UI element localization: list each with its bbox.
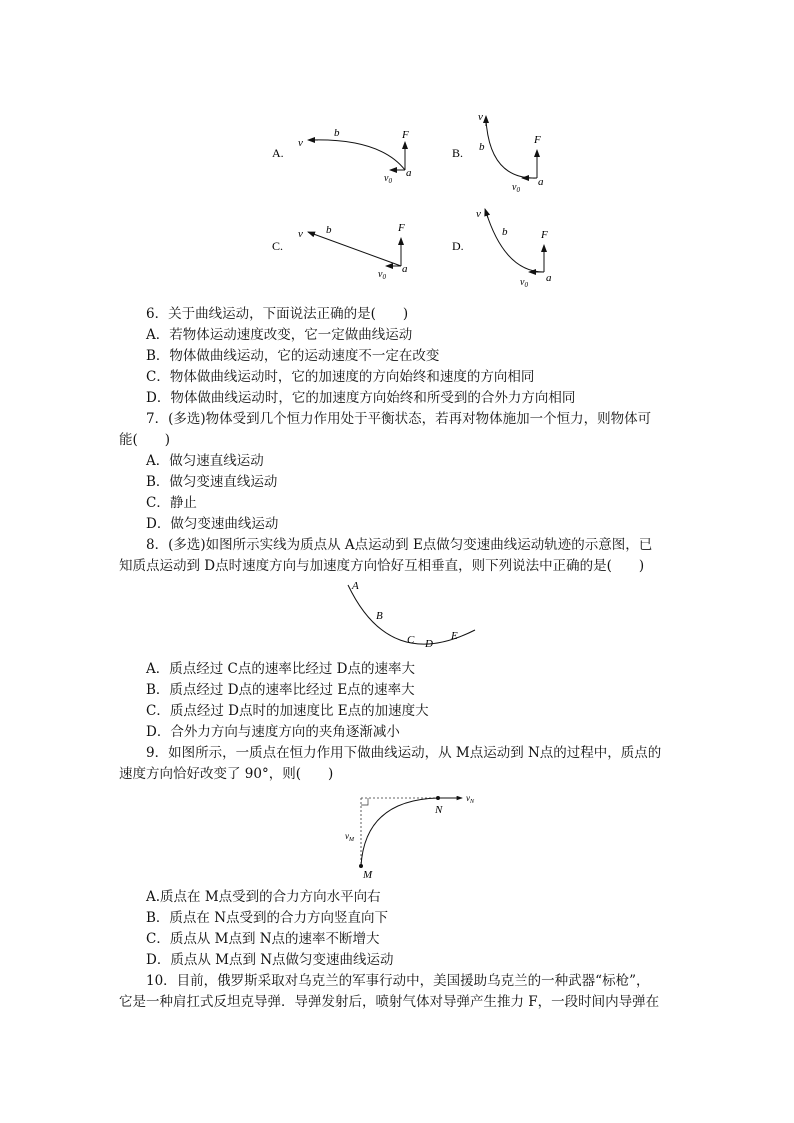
q10-line2: 它是一种肩扛式反坦克导弹．导弹发射后，喷射气体对导弹产生推力 F，一段时间内导弹在 <box>119 994 660 1010</box>
q10-line1: 10．目前，俄罗斯采取对乌克兰的军事行动中，美国援助乌克兰的一种武器“标枪”， <box>146 973 650 989</box>
figure-d-b: b <box>502 226 508 238</box>
q8-point-b: B <box>376 610 383 622</box>
figure-b <box>452 111 544 194</box>
figure-c-a: a <box>402 263 408 275</box>
q7-option-b: B．做匀变速直线运动 <box>146 474 278 490</box>
q8-point-e: E <box>451 630 458 642</box>
q9-vm-sub: M <box>349 837 354 843</box>
figure-d-option: D. <box>452 239 464 253</box>
svg-text:v0 <box>520 277 528 289</box>
figure-a <box>272 127 412 185</box>
q9-option-b: B．质点在 N点受到的合力方向竖直向下 <box>146 910 389 926</box>
figures-options <box>0 0 794 300</box>
q8-point-a: A <box>352 580 359 592</box>
figure-b-v0: v <box>512 182 517 193</box>
figure-c-b: b <box>326 224 332 236</box>
q8-option-d: D．合外力方向与速度方向的夹角逐渐减小 <box>146 724 400 740</box>
svg-text:vN <box>466 793 475 805</box>
figure-b-F: F <box>534 134 541 146</box>
figure-d-v0: v <box>520 277 525 288</box>
q6-option-a: A．若物体运动速度改变，它一定做曲线运动 <box>146 327 413 343</box>
q7-option-d: D．做匀变速曲线运动 <box>146 516 279 532</box>
svg-text:v0 <box>512 182 520 194</box>
q7-stem-line1: 7．(多选)物体受到几个恒力作用处于平衡状态，若再对物体施加一个恒力，则物体可 <box>146 411 652 427</box>
q9-vn-sub: N <box>470 799 475 805</box>
figure-d-v0-sub: 0 <box>524 281 528 289</box>
q8-figure <box>330 575 490 660</box>
q8-stem-line2: 知质点运动到 D点时速度方向与加速度方向恰好互相垂直，则下列说法中正确的是( ) <box>119 558 645 574</box>
q8-option-a: A．质点经过 C点的速率比经过 D点的速率大 <box>146 661 415 677</box>
figure-c-option: C. <box>272 239 284 253</box>
q8-stem-line1: 8．(多选)如图所示实线为质点从 A点运动到 E点做匀变速曲线运动轨迹的示意图，已 <box>146 537 653 553</box>
figure-c-v: v <box>298 228 303 240</box>
figure-a-v0-sub: 0 <box>388 177 392 185</box>
q8-option-b: B．质点经过 D点的速率比经过 E点的速率大 <box>146 682 415 698</box>
q9-figure <box>330 788 490 880</box>
figure-b-option: B. <box>452 146 464 160</box>
q7-option-c: C．静止 <box>146 495 197 511</box>
figure-a-v0: v <box>384 173 389 184</box>
q9-stem-line2: 速度方向恰好改变了 90°，则( ) <box>119 766 334 782</box>
svg-text:v0 <box>378 269 386 281</box>
q7-stem-line2: 能( ) <box>119 432 171 448</box>
q6-option-c: C．物体做曲线运动时，它的加速度的方向始终和速度的方向相同 <box>146 369 535 385</box>
q6-option-b: B．物体做曲线运动，它的运动速度不一定在改变 <box>146 348 440 364</box>
svg-text:vM <box>345 831 355 843</box>
figure-c <box>272 222 408 281</box>
figure-b-a: a <box>538 176 544 188</box>
q6-option-d: D．物体做曲线运动时，它的加速度方向始终和所受到的合外力方向相同 <box>146 390 576 406</box>
q7-option-a: A．做匀速直线运动 <box>146 453 264 469</box>
figure-a-v: v <box>298 137 303 149</box>
figure-a-a: a <box>406 167 412 179</box>
q9-vn: v <box>466 793 470 803</box>
figure-a-F: F <box>402 129 409 141</box>
figure-b-b: b <box>479 141 485 153</box>
figure-b-v: v <box>478 111 483 123</box>
q9-point-m: M <box>363 869 373 880</box>
figure-c-v0: v <box>378 269 383 280</box>
q9-stem-line1: 9．如图所示，一质点在恒力作用下做曲线运动，从 M点运动到 N点的过程中，质点的 <box>146 745 662 761</box>
figure-a-option: A. <box>272 146 284 160</box>
q9-option-a: A.质点在 M点受到的合力方向水平向右 <box>146 889 381 905</box>
figure-d-F: F <box>541 229 548 241</box>
svg-text:v0 <box>384 173 392 185</box>
figure-c-F: F <box>398 222 405 234</box>
figure-a-b: b <box>334 127 340 139</box>
q9-option-c: C．质点从 M点到 N点的速率不断增大 <box>146 931 380 947</box>
q9-option-d: D．质点从 M点到 N点做匀变速曲线运动 <box>146 952 394 968</box>
q9-vm: v <box>345 831 349 841</box>
q8-point-d: D <box>425 638 433 650</box>
q8-option-c: C．质点经过 D点时的加速度比 E点的加速度大 <box>146 703 429 719</box>
q8-point-c: C <box>407 634 415 646</box>
q9-point-n: N <box>435 804 443 816</box>
q6-stem: 6．关于曲线运动，下面说法正确的是( ) <box>146 306 409 322</box>
figure-d <box>452 208 552 289</box>
figure-c-v0-sub: 0 <box>382 273 386 281</box>
figure-d-a: a <box>546 272 552 284</box>
figure-b-v0-sub: 0 <box>516 186 520 194</box>
figure-d-v: v <box>476 208 481 220</box>
